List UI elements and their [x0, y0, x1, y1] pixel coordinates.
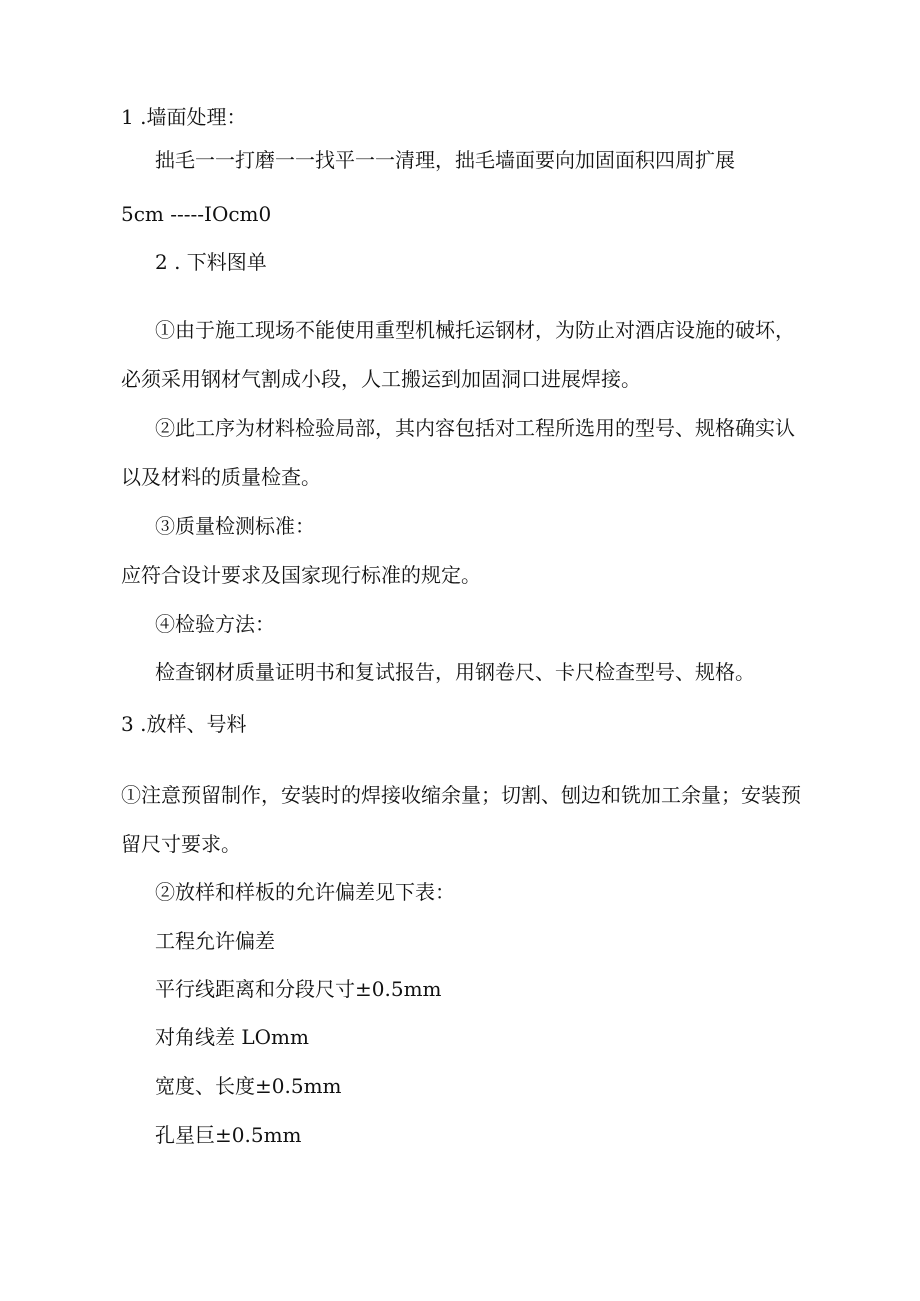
list-item-line: 留尺寸要求。 [121, 832, 241, 856]
list-item-line: 必须采用钢材气割成小段，人工搬运到加固洞口进展焊接。 [121, 367, 641, 391]
paragraph-line: 应符合设计要求及国家现行标准的规定。 [121, 563, 481, 587]
tolerance-item: 对角线差 LOmm [155, 1025, 309, 1049]
paragraph-line: 5cm -----IOcm0 [121, 202, 272, 226]
section-3-heading: 3 .放样、号料 [121, 712, 247, 736]
paragraph-line: 拙毛一一打磨一一找平一一清理，拙毛墙面要向加固面积四周扩展 [155, 148, 735, 172]
section-2-heading: 2 . 下料图单 [155, 250, 267, 274]
tolerance-table-heading: 工程允许偏差 [155, 929, 275, 953]
tolerance-item: 平行线距离和分段尺寸±0.5mm [155, 977, 442, 1001]
tolerance-item: 孔星巨±0.5mm [155, 1123, 302, 1147]
tolerance-item: 宽度、长度±0.5mm [155, 1074, 342, 1098]
list-item-line: ①注意预留制作，安装时的焊接收缩余量；切割、刨边和铣加工余量；安装预 [121, 783, 801, 807]
list-item-line: ④检验方法： [155, 612, 275, 636]
list-item-line: ②此工序为材料检验局部，其内容包括对工程所选用的型号、规格确实认 [155, 416, 795, 440]
list-item-line: 以及材料的质量检查。 [121, 465, 321, 489]
list-item-line: ③质量检测标准： [155, 514, 315, 538]
section-1-heading: 1 .墙面处理： [121, 105, 247, 129]
paragraph-line: 检查钢材质量证明书和复试报告，用钢卷尺、卡尺检查型号、规格。 [155, 660, 755, 684]
list-item-line: ②放样和样板的允许偏差见下表： [155, 880, 455, 904]
list-item-line: ①由于施工现场不能使用重型机械托运钢材，为防止对酒店设施的破坏， [155, 318, 795, 342]
